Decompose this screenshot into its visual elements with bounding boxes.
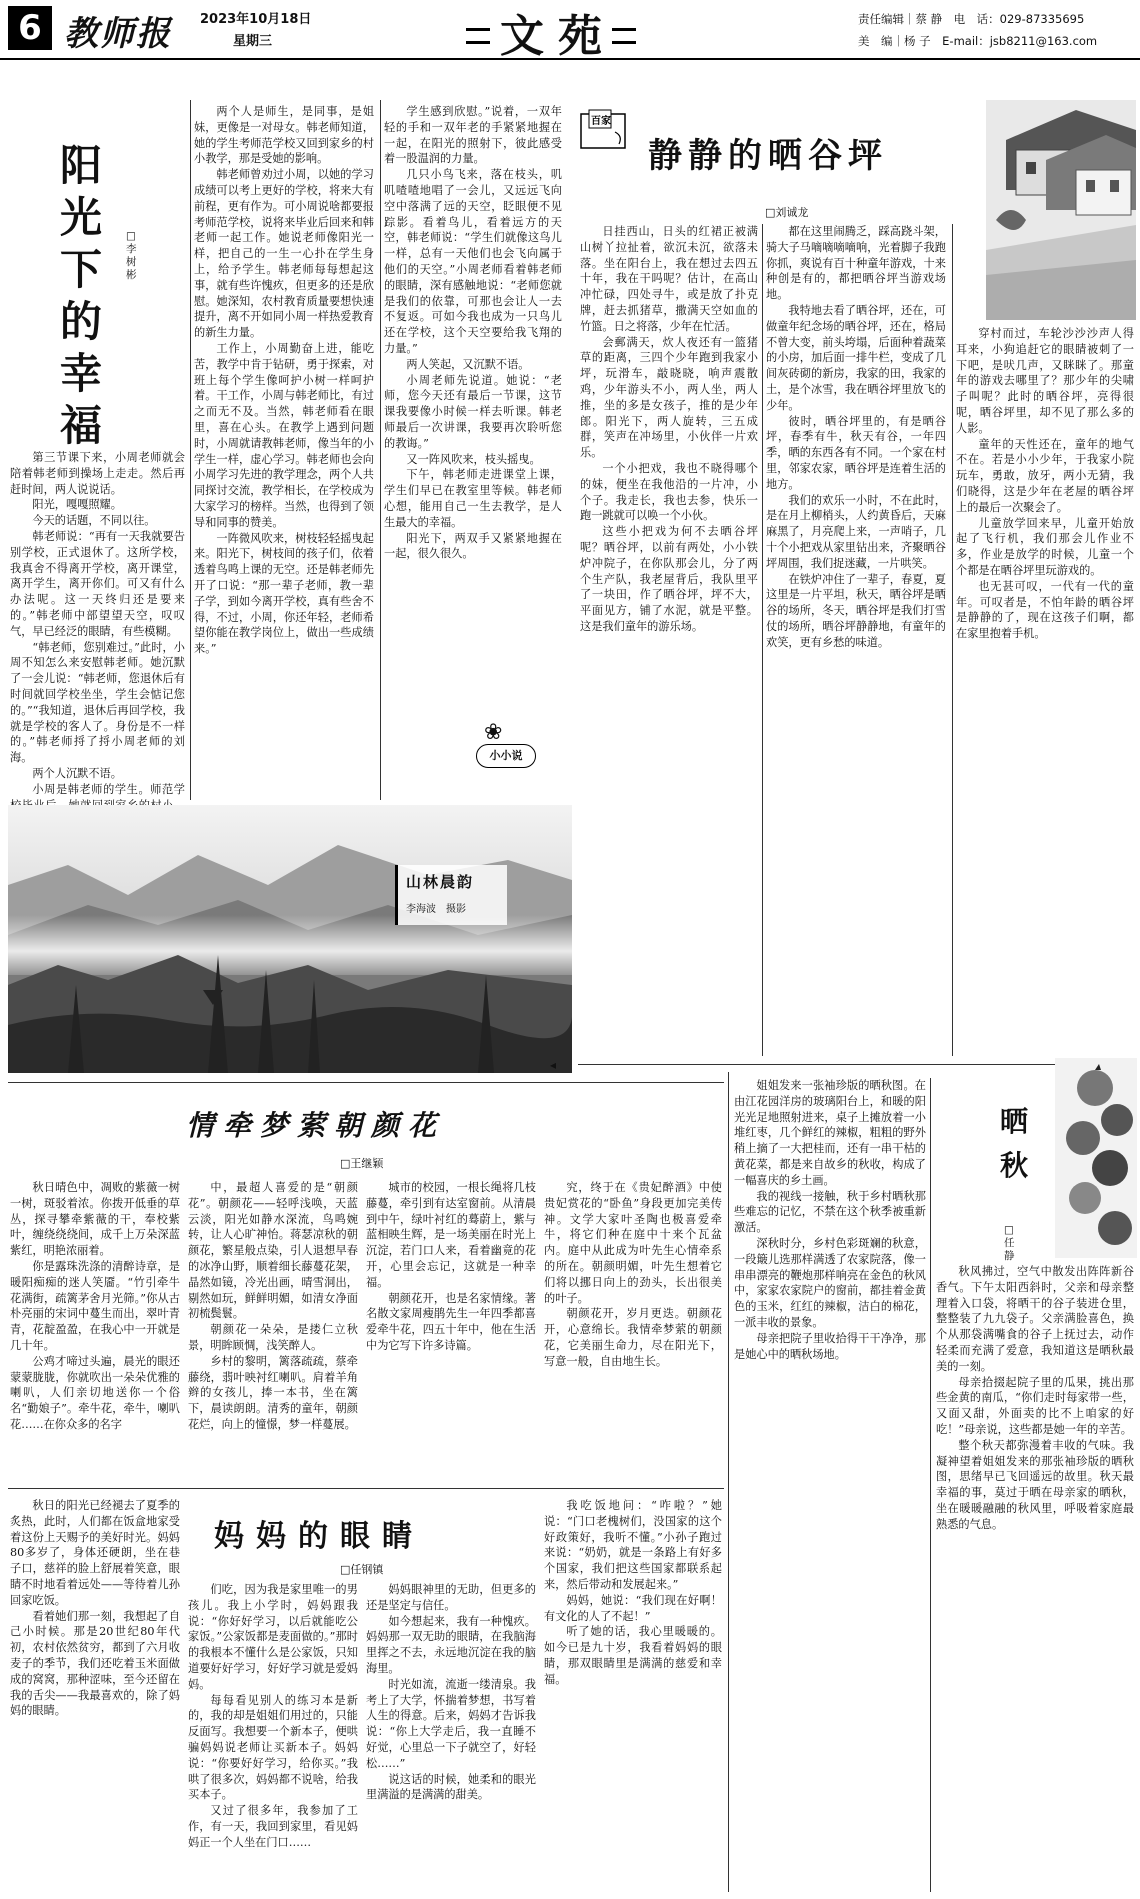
masthead: [0, 0, 1140, 60]
photo-caption-credit: 李海波 摄影: [406, 904, 466, 915]
publication-weekday: 星期三: [233, 34, 273, 49]
article5-title: 晒秋: [1000, 1105, 1029, 1182]
article1-column-1: 第三节课下来，小周老师就会陪着韩老师到操场上走走。然后再赶时间，两人说说话。 阳光，嘎嘎照耀。 今天的话题，不同以往。 韩老师说：“再有一天我就要告别学校，正式退休了。这所学校，我真舍不得离开学校，离开课堂，离开学生，离开你们。可又有什么办法呢。这一天终归还是要来的。”韩老师中部望望天空，叹叹气，早已经泛的眼睛，有些模糊。 “韩老师，您别难过。”此时，小周不知怎么来安慰韩老师。她沉默了一会儿说：“韩老师，您退休后有时间就回学校坐坐，学生会惦记您的。”“我知道，退休后再回学校，我就是学校的客人了。身份是不一样的。”韩老师捋了捋小周老师的刘海。 两个人沉默不语。 小周是韩老师的学生。师范学: [10, 451, 185, 796]
genre-stamp: 小小说: [476, 744, 536, 768]
column-divider: [930, 1078, 931, 1892]
section-title: 文苑: [500, 0, 616, 64]
article3-title: 情牵梦萦朝颜花: [186, 1109, 446, 1142]
article2-column-2: 都在这里闹腾乏，踩高跷斗架，骑大子马嘀嘀嘀嘀响，光着脚子我跑你抓，爽说有百十种童年游戏，十来种创是有的，都把晒谷坪当游戏场地。 我特地去看了晒谷坪，还在，可做童年纪念场的晒谷坪，还在，格局不曾大变，前头垮塌，后面种着蔬菜的小房，加后面一排牛栏，变成了几间灰砖砌的新房，我家的田，我家的土，是个冰雪，我在晒谷坪里放飞的少年。 彼时，晒谷坪里的，有是晒谷坪，春季有牛，秋天有谷，一年四季，晒的东西各有不同。一个家在村里，邻家农家，晒谷坪是连着生活的地方。 我们的欢乐一小时，不在此时，是在月上柳梢头，人约黄昏后，天麻麻黑了，月亮爬上来，一声哨子，几十个小把戏从家里钻出来，齐聚晒谷坪周围，我们捉迷藏，一片哄笑。 在铁炉冲住了一辈子，春夏，夏这里是一片平坦，秋天，晒谷坪是晒谷的场所，冬天，晒谷坪是我们打雪仗的场所，晒谷坪静静地，有童年的欢笑，更有乡愁的味道。: [766, 225, 946, 649]
article2-author: □刘诚龙: [765, 206, 809, 219]
article5-column-1: 姐姐发来一张袖珍版的晒秋图。在由江花园洋房的玻璃阳台上，和暖的阳光光足地照射进来，桌子上摊放着一小堆红枣，几个鲜红的辣椒，粗粗的野外稍上摘了一大把桂而，还有一串干枯的黄花菜，都是来自故乡的秋收，构成了一幅喜庆的乡土画。 我的视线一接触，秋于乡村晒秋那些难忘的记忆，不禁在这个秋季被重新激活。 深秋时分，乡村色彩斑斓的秋意，一段簸儿选那样满透了农家院落，像一串串漂亮的鞭炮那样响亮在金色的秋风中，家家农家院户的窗前，都挂着金黄色的玉米，红红的辣椒，洁白的棉花，一派丰收的景象。 母亲把院子里收拾得干干净净，那是她心中的晒秋场地。: [734, 1079, 926, 1361]
article4-column-4: 我吃饭地问：“咋啦？”她说：“门口老槐树们，没国家的这个好政策好，我听不懂。”小孙子跑过来说：“奶奶，就是一条路上有好多个国家，我们把这些国家都联系起来，然后带动和发展起来。” 妈妈，她说：“我们现在好啊！有文化的人了不起！” 听了她的话，我心里暖暖的。如今已是九十岁，我看着妈妈的眼睛，那双眼睛里是满满的慈爱和幸福。: [544, 1499, 722, 1686]
article5-author: □任静: [1004, 1224, 1015, 1262]
column-logo: [579, 108, 629, 152]
photo-caption-title: 山林晨韵: [406, 873, 475, 891]
arrow-left-icon: ◂: [550, 1058, 557, 1072]
article3-author: □王继颖: [340, 1157, 384, 1170]
article1-column-3: 学生感到欣慰。”说着，一双年轻的手和一双年老的手紧紧地握在一起，在阳光的照射下，彼此感受着一股温润的力量。 几只小鸟飞来，落在枝头，叽叽喳喳地唱了一会儿，又远远飞向空中落满了远的天空，眨眼便不见踪影。看着鸟儿，看着远方的天空，韩老师说：“学生们就像这鸟儿一样，总有一天他们也会飞向属于他们的天空。”小周老师看着韩老师的眼睛，深有感触地说：“老师您就是我们的依靠，可那也会让人一去不复返。可如今我也成为一只鸟儿还在学校，这个天空要给我飞翔的力量。” 两人笑起，又沉默不语。 小周老师先说道。她说：“老师，您今天还有最后一节课，这节课我要像小时候一样去听课。韩老师最后一次讲课，我要再次聆听您的教诲。” 又一阵风吹来，枝头摇曳。 下午，韩老师走进课堂上课，学生们早已在教室里等候。韩老师心想，能用自己一生去教学，是人生最大的幸福。 阳光下，两双手又紧紧地握在一起，很久很久。: [384, 105, 562, 561]
article4-title: 妈妈的眼睛: [214, 1519, 424, 1554]
section-divider-vertical: [728, 1072, 729, 1892]
article5-column-2: 秋风拂过，空气中散发出阵阵新谷香气。下午太阳西斜时，父亲和母亲整理着入口袋，将晒干的谷子装进仓里，整整装了九九袋子。父亲满脸喜色，换个从那袋满嘴食的谷子上抚过去，动作轻柔而充满了爱意，我知道这是晒秋最美的一刻。 母亲拾掇起院子里的瓜果，挑出那些金黄的南瓜，“你们走时每家带一些，又面又甜，外面卖的比不上咱家的好吃！”母亲说，这些都是她一年的辛苦。 整个秋天都弥漫着丰收的气味。我凝神望着姐姐发来的那张袖珍版的晒秋图，思绪早已飞回遥远的故里。秋天最幸福的事，莫过于晒在母亲家的晒秋，坐在暖暖融融的秋风里，呼吸着家庭最熟悉的气息。: [936, 1265, 1134, 1531]
article4-column-2: 们吃，因为我是家里唯一的男孩儿。我上小学时，妈妈跟我说：“你好好学习，以后就能吃公家饭。”公家饭都是麦面做的。”那时的我根本不懂什么是公家饭，只知道要好好学习，好好学习就是爱妈妈。 每每看见别人的练习本是新的，我的却是姐姐们用过的，只能反面写。我想要一个新本子，便哄骗妈妈说老师让买新本子。妈妈说：“你要好好学习，给你买。”我哄了很多次，妈妈都不说啥，给我买本子。 又过了很多年，我参加了工作，有一天，我回到家里，看见妈妈正一个人坐在门口……: [188, 1583, 358, 1849]
leaf-icon: ❀: [484, 720, 503, 745]
article4-column-1: 秋日的阳光已经褪去了夏季的炙热，此时，人们都在饭盒地家受着这份上天赐予的美好时光。妈妈80多岁了，身体还硬朗，坐在巷子口，慈祥的脸上舒展着笑意，眼睛不时地看着远处——等待着儿孙回家吃饭。 看着她们那一刻，我想起了自己小时候。那是20世纪80年代初，农村依然贫穷，都到了六月收麦子的季节，我们还吃着玉米面做成的窝窝，那种涩味，至今还留在我的舌尖——我最喜欢的，除了妈妈的眼睛。: [10, 1499, 180, 1718]
article3-column-4: 究，终于在《贵妃醉酒》中使贵妃赏花的“卧鱼”身段更加完美传神。文学大家叶圣陶也极喜爱牵牛，将它们种在庭中十来个瓦盆内。庭中从此成为叶先生心情牵系的所在。朝颜明媚，叶先生想着它们将以挪日向上的劲头，长出很美的叶子。 朝颜花开，岁月更迭。朝颜花开，心意绵长。我情牵梦萦的朝颜花，它美丽生命力，尽在阳光下，写意一般，自由地生长。: [544, 1181, 722, 1368]
landscape-photo: [8, 805, 572, 1073]
column-divider: [380, 100, 381, 800]
page-number: 6: [8, 6, 52, 50]
article4-author: □任钢镇: [340, 1563, 384, 1576]
article1-author: □李树彬: [126, 230, 137, 281]
section-divider: [8, 1488, 724, 1489]
section-divider: [8, 1082, 724, 1083]
section-divider: [578, 1064, 1134, 1065]
article2-title: 静静的晒谷坪: [648, 136, 888, 176]
article3-column-1: 秋日晴色中，凋败的紫薇一树一树，斑驳着浓。你拨开低垂的草丛，探寻攀牵紫薇的干，奉校紫叶，缠绕绕绕间，成千上万朵深蓝紫红，明艳浓丽着。 你是露珠洗涤的清醉诗章，是暖阳痴痴的迷人笑靥。“竹引牵牛花满街，疏篱茅舍月光筛。”你从古朴亮丽的宋词中蔓生而出，翠叶青青，花靛盈盈，在我心中一开就是几十年。 公鸡才啼过头遍，晨光的眼还蒙蒙胧胧，你就吹出一朵朵优雅的喇叭，人们亲切地送你一个俗名“勤娘子”。牵牛花，牵牛，喇叭花……在你众多的名字: [10, 1181, 180, 1431]
article1-title: 阳光下的幸福: [60, 141, 103, 450]
photo-caption: [395, 865, 507, 925]
article3-column-3: 城市的校园，一根长绳将几枝藤蔓，牵引到有达室窗前。从清晨到中午，绿叶衬红的蓦蔚上，紫与蓝相映生辉，是一场美丽在时光上沉淀，若门口人来，看着幽竟的花开，心里会忘记，这就是一种幸福。 朝颜花开，也是名家情缘。著名散文家周瘦鹃先生一年四季都喜爱牵牛花，四五十年中，他在生活中为它写下许多诗篇。: [366, 1181, 536, 1352]
persimmon-photo: [1055, 1058, 1137, 1258]
column-logo-text: 百家: [591, 116, 611, 127]
article2-column-3: 穿村而过，车轮沙沙沙声人得耳来，小狗追赶它的眼睛被刺了一下吧，是吠几声，又眯眯了。那童年的游戏去哪里了？那少年的尖啸子叫呢？此时的晒谷坪，亮得很呢，晒谷坪里，却不见了那么多的人影。 童年的天性还在，童年的地气不在。若是小小少年，于我家小院玩车，勇敢，放牙，两小无猜，我们晓得，这是少年在老屋的晒谷坪上的最后一次聚会了。 儿童放学回来早，儿童开始放起了飞行机，我们那会儿作业不多，作业是放学的时候，儿童一个个都是在晒谷坪里玩游戏的。 也无甚可叹，一代有一代的童年。可叹者是，不怕年龄的晒谷坪是静静的了，现在这孩子们啊，都在家里抱着手机。: [956, 327, 1134, 641]
village-photo: [986, 100, 1136, 320]
column-divider: [762, 224, 763, 1056]
article1-column-2: 两个人是师生，是同事，是姐妹，更像是一对母女。韩老师知道，她的学生考师范学校又回到家乡的村小教学，那是受她的影响。 韩老师曾劝过小周，以她的学习成绩可以考上更好的学校，将来大有前程，更有作为。可小周说啥都要报考师范学校，说将来毕业后回来和韩老师一起工作。她说老师像阳光一样，把自己的一生一心扑在学生身上，给予学生。韩老师每每想起这事，就有些许愧疚，但更多的还是欣慰。她深知，农村教育质量要想快速提升，离不开如同小周一样热爱教育的新生力量。 工作上，小周勤奋上进，能吃苦，教学中肯于钻研，勇于探索，对班上每个学生像呵护小树一样呵护着。干工作，小周与韩老师比，有过之而无不及。当然，韩老师看在眼里，喜在心头。在教学上遇到问题时，小周就请教韩老师，像当年的小学生一样，虚心学习。韩老师也会向小周学习先进的教学理念，两个人共同探讨交流，教学相长，在学校成为大家学习的榜样。当然，也得到了领导和同事的赞美。 一阵微风吹来，树枝轻轻摇曳起来。阳光下，树枝间的孩子们，依着透着鸟鸣上课的无空。还是韩老师先开了口说：“那一辈子老师，教一辈子学，到如今离开学校，真有些舍不得，不过，小周，你还年轻，老师希望你能在教学岗位上，做出一些成绩来。”: [194, 105, 374, 656]
column-divider: [190, 100, 191, 800]
editor-line: 责任编辑｜蔡 静 电 话：029-87335695: [858, 12, 1085, 26]
designer-line: 美 编｜杨 子 E-mail：jsb8211@163.com: [858, 34, 1098, 48]
article2-column-1: 日挂西山，日头的红裙正被满山树丫拉扯着，欲沉未沉，欲落未落。坐在阳台上，我在想过去四五十年，我在干吗呢？估计，在高山冲忙碌，四处寻牛，或是放了扑克牌，赶去抓猪草，撒满天空如血的竹篮。日之将落，少年在忙活。 会郵满天，炊人夜还有一篮猪草的距离，三四个少年跑到我家小坪，玩滑车，敲晓晓，响声震散鸡，少年游头不小，两人坐，两人推，坐的多是女孩子，推的是少年郎。阳光下，两人旋转，三五成群，笑声在冲场里，小伙伴一片欢乐。 一个小把戏，我也不晓得哪个的妹，便坐在我他沿的一片冲，小个子。我走长，我也去参，快乐一跑一跳就可以唤一个小伙。 这些小把戏为何不去晒谷坪呢？晒谷坪，以前有两处，小小铁炉冲院子，在你队那会儿，分了两个生产队，我老屋背后，我队里平了一块田，作了晒谷坪，坪不大，平面见方，铺了水泥，就是平整。这是我们童年的游乐场。: [580, 225, 758, 633]
column-divider: [952, 224, 953, 1056]
article4-column-3: 妈妈眼神里的无助，但更多的还是坚定与信任。 如今想起来，我有一种愧疚。妈妈那一双无助的眼睛，在我脑海里挥之不去，永远地沉淀在我的脑海里。 时光如流，流逝一缕清泉。我考上了大学，怀揣着梦想，书写着人生的得意。后来，妈妈才告诉我说：“你上大学走后，我一直睡不好觉，心里总一下子就空了，好轻松……” 说这话的时候，她柔和的眼光里满溢的是满满的甜美。: [366, 1583, 536, 1802]
newspaper-name: 教师报: [64, 14, 172, 54]
article3-column-2: 中，最超人喜爱的是“朝颜花”。朝颜花——轻呼浅唤，天蓝云淡，阳光如静水深流，鸟鸣婉转，让人心旷神怡。蒋瑟凉秋的朝颜花，繁星般点染，引人退想早春的冰净山野，顺着细长藤蔓花架，晶然如镜，冷光出画，晴雪洞出，剔然如玩，鲜鲜明媚，如清女净面初梳鬓鬟。 朝颜花一朵朵，是搂仁立秋景，明眸顾惆，浅笑醉人。 乡村的黎明，篱落疏疏，蔡牵藤绕，翡叶映衬红喇叭。肩着羊角辫的女孩儿，捧一本书，坐在篱下，晨读朗朗。清秀的童年，朝颜花烂，向上的憧憬，梦一样蔓展。: [188, 1181, 358, 1431]
editor-info: [858, 8, 1097, 52]
publication-date: 2023年10月18日: [200, 12, 312, 27]
